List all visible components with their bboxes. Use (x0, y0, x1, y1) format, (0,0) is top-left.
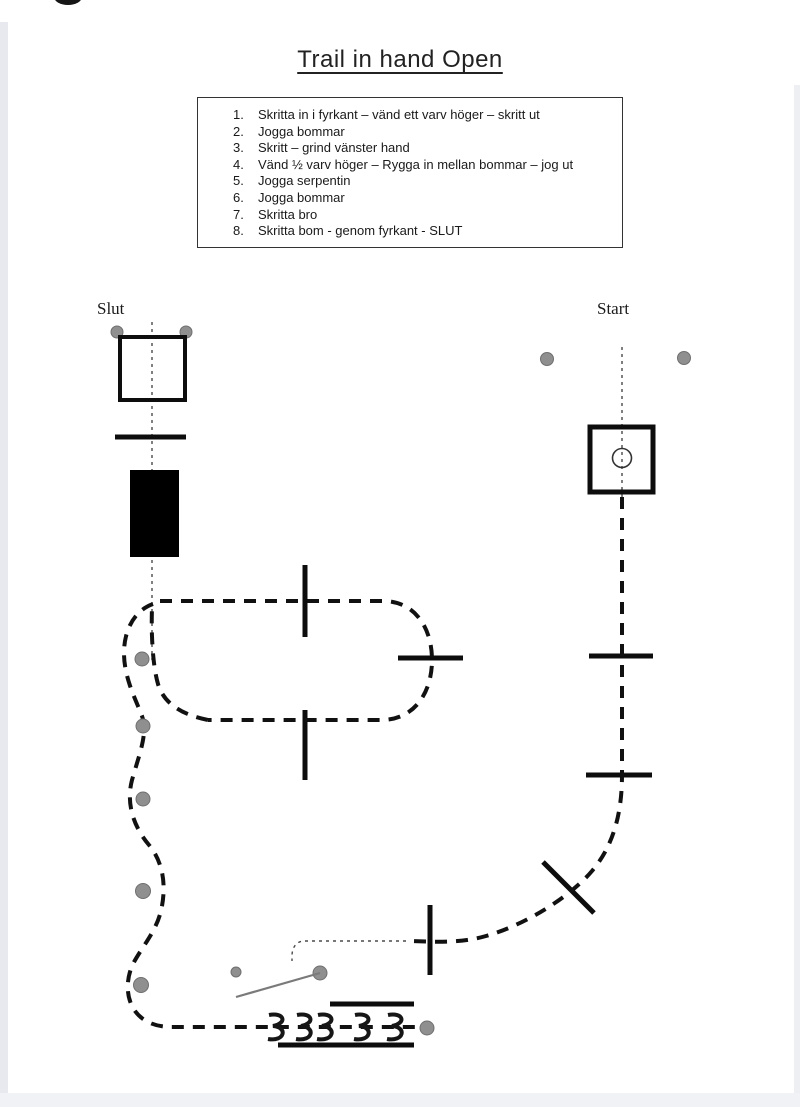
item-text: Jogga bommar (258, 123, 345, 139)
item-number: 2. (233, 123, 244, 139)
item-number: 1. (233, 107, 244, 122)
gate-post-left (231, 967, 241, 977)
item-text: Skritta bom - genom fyrkant - SLUT (258, 223, 463, 239)
item-text: Skritta in i fyrkant – vänd ett varv höger – skritt ut (258, 107, 540, 122)
finish-square (120, 337, 185, 400)
start-cone-left (541, 353, 554, 366)
item-number: 8. (233, 223, 244, 239)
course-loop-main (160, 601, 432, 720)
item-number: 4. (233, 156, 244, 172)
item-number: 3. (233, 140, 244, 156)
item-text: Skritta bro (258, 206, 318, 222)
backing-end-cone (420, 1021, 434, 1035)
serpentine-cone-5 (134, 978, 149, 993)
course-path-start-section (412, 497, 622, 942)
jog-pole-3-diagonal (543, 862, 594, 913)
turn-circle (613, 449, 632, 468)
backing-squiggle-1 (268, 1014, 283, 1039)
serpentine-cone-4 (136, 884, 151, 899)
backing-squiggle-4 (354, 1014, 369, 1039)
binder-hole-artifact (54, 0, 82, 5)
course-loop-exit (152, 608, 208, 720)
serpentine-cone-2 (136, 719, 150, 733)
item-number: 7. (233, 206, 244, 222)
item-text: Jogga serpentin (258, 173, 351, 189)
item-number: 6. (233, 189, 244, 205)
item-text: Jogga bommar (258, 189, 345, 205)
item-text: Vänd ½ varv höger – Rygga in mellan bommar – jog ut (258, 156, 574, 172)
serpentine-cone-1 (135, 652, 149, 666)
course-serpentine (124, 604, 418, 1027)
bridge (130, 470, 179, 557)
gate-arm (236, 973, 320, 997)
serpentine-cone-3 (136, 792, 150, 806)
gate-walk-line (292, 941, 406, 961)
start-label: Start (597, 299, 630, 318)
item-number: 5. (233, 173, 244, 189)
start-cone-right (678, 352, 691, 365)
page-title: Trail in hand Open (297, 46, 503, 73)
item-text: Skritt – grind vänster hand (258, 140, 410, 156)
finish-label: Slut (97, 299, 125, 318)
